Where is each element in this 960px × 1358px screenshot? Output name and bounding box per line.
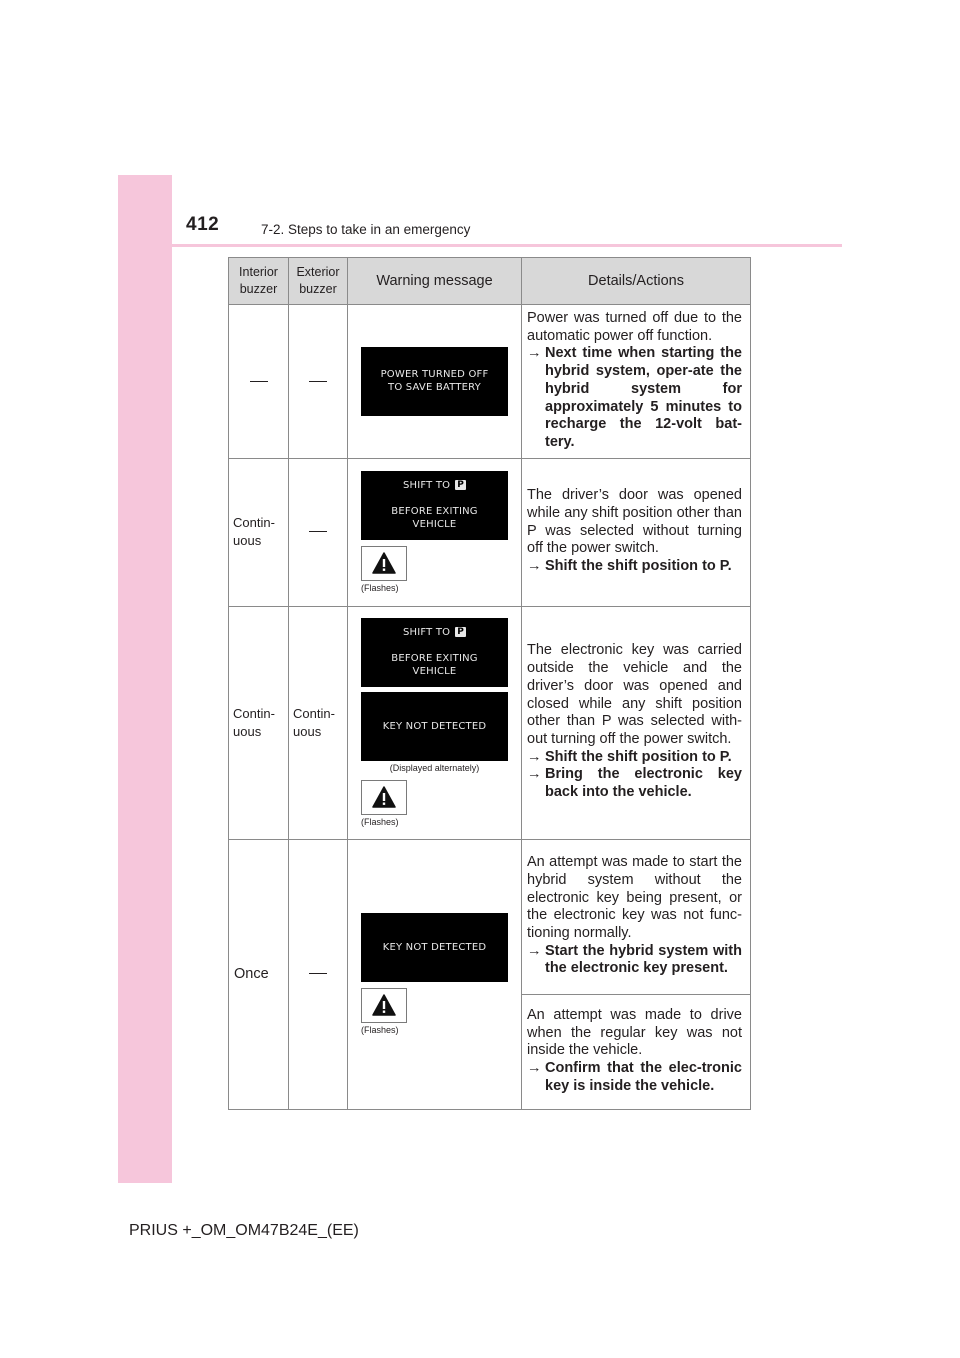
side-color-band: [118, 175, 172, 1183]
master-warning-light: [361, 546, 407, 581]
details-cell: An attempt was made to drive when the regular key was not inside the vehicle. → Confirm that the elec-tronic key is inside the vehicle.: [522, 994, 751, 1109]
interior-buzzer-cell: Contin- uous: [229, 606, 289, 839]
action-item: → Shift the shift position to P.: [527, 748, 732, 765]
none-dash: [309, 973, 327, 974]
warning-triangle-icon: [372, 786, 396, 808]
p-indicator: P: [457, 627, 465, 638]
action-item: → Start the hybrid system with the electronic key present.: [527, 942, 742, 977]
details-cell: The electronic key was carried outside the vehicle and the driver’s door was opened and closed while any shift position other than P was selected with-out turning off the power switch. → Shift the shift position to P. → Bring the electronic key back into the vehicle.: [522, 606, 751, 839]
table-row: [229, 839, 751, 994]
page-number: 412: [186, 214, 220, 235]
table-row: [229, 606, 751, 839]
arrow-icon: →: [527, 558, 542, 575]
arrow-icon: →: [527, 748, 542, 765]
alternately-caption: (Displayed alternately): [389, 762, 480, 773]
none-dash: [309, 381, 327, 382]
details-cell: The driver’s door was opened while any shift position other than P was selected without turning off the power switch. → Shift the shift position to P.: [522, 458, 751, 606]
header-exterior-buzzer: Exterior buzzer: [289, 258, 348, 305]
arrow-icon: →: [527, 942, 542, 959]
details-cell: An attempt was made to start the hybrid system without the electronic key being present, or the electronic key was not func-tioning normally. → Start the hybrid system with the electronic key present.: [522, 839, 751, 994]
action-item: → Bring the electronic key back into the vehicle.: [527, 766, 742, 801]
arrow-icon: →: [527, 1059, 542, 1076]
header-interior-buzzer: Interior buzzer: [229, 258, 289, 305]
exterior-buzzer-cell: [289, 458, 348, 606]
display-screen: SHIFT TO P BEFORE EXITING VEHICLE: [361, 471, 508, 540]
action-item: → Next time when starting the hybrid system, oper-ate the hybrid system for approximately 5 minutes to recharge the 12-volt bat-tery.: [527, 345, 742, 450]
warning-message-cell: [348, 839, 522, 1109]
warning-message-cell: [348, 606, 522, 839]
table-header-row: [229, 258, 751, 305]
interior-buzzer-cell: [229, 305, 289, 459]
warning-message-cell: [348, 305, 522, 459]
exterior-buzzer-cell: [289, 839, 348, 1109]
display-screen: POWER TURNED OFF TO SAVE BATTERY: [361, 347, 508, 416]
flashes-caption: (Flashes): [361, 816, 399, 827]
section-title: 7-2. Steps to take in an emergency: [261, 222, 471, 237]
arrow-icon: →: [527, 766, 542, 783]
arrow-icon: →: [527, 345, 542, 362]
display-screen: SHIFT TO P BEFORE EXITING VEHICLE: [361, 618, 508, 687]
flashes-caption: (Flashes): [361, 1024, 399, 1035]
interior-buzzer-cell: Contin- uous: [229, 458, 289, 606]
table-row: [229, 458, 751, 606]
warning-triangle-icon: [372, 994, 396, 1016]
action-item: → Confirm that the elec-tronic key is inside the vehicle.: [527, 1059, 742, 1094]
none-dash: [309, 531, 327, 532]
warning-triangle-icon: [372, 552, 396, 574]
header-warning-message: Warning message: [348, 258, 522, 305]
master-warning-light: [361, 988, 407, 1023]
exterior-buzzer-cell: [289, 305, 348, 459]
display-screen: KEY NOT DETECTED: [361, 692, 508, 761]
table-row: [229, 305, 751, 459]
interior-buzzer-cell: Once: [229, 839, 289, 1109]
p-indicator: P: [457, 480, 465, 491]
header-details-actions: Details/Actions: [522, 258, 751, 305]
warning-message-cell: [348, 458, 522, 606]
display-screen: KEY NOT DETECTED: [361, 913, 508, 982]
master-warning-light: [361, 780, 407, 815]
header-rule: [118, 244, 842, 247]
footer-code: PRIUS +_OM_OM47B24E_(EE): [129, 1222, 359, 1239]
warning-table: [228, 257, 751, 1110]
none-dash: [250, 381, 268, 382]
details-cell: Power was turned off due to the automatic power off function. → Next time when starting the hybrid system, oper-ate the hybrid system for approximately 5 minutes to recharge the 12-volt bat-tery.: [522, 305, 751, 459]
exterior-buzzer-cell: Contin- uous: [289, 606, 348, 839]
action-item: → Shift the shift position to P.: [527, 558, 732, 575]
flashes-caption: (Flashes): [361, 582, 399, 593]
